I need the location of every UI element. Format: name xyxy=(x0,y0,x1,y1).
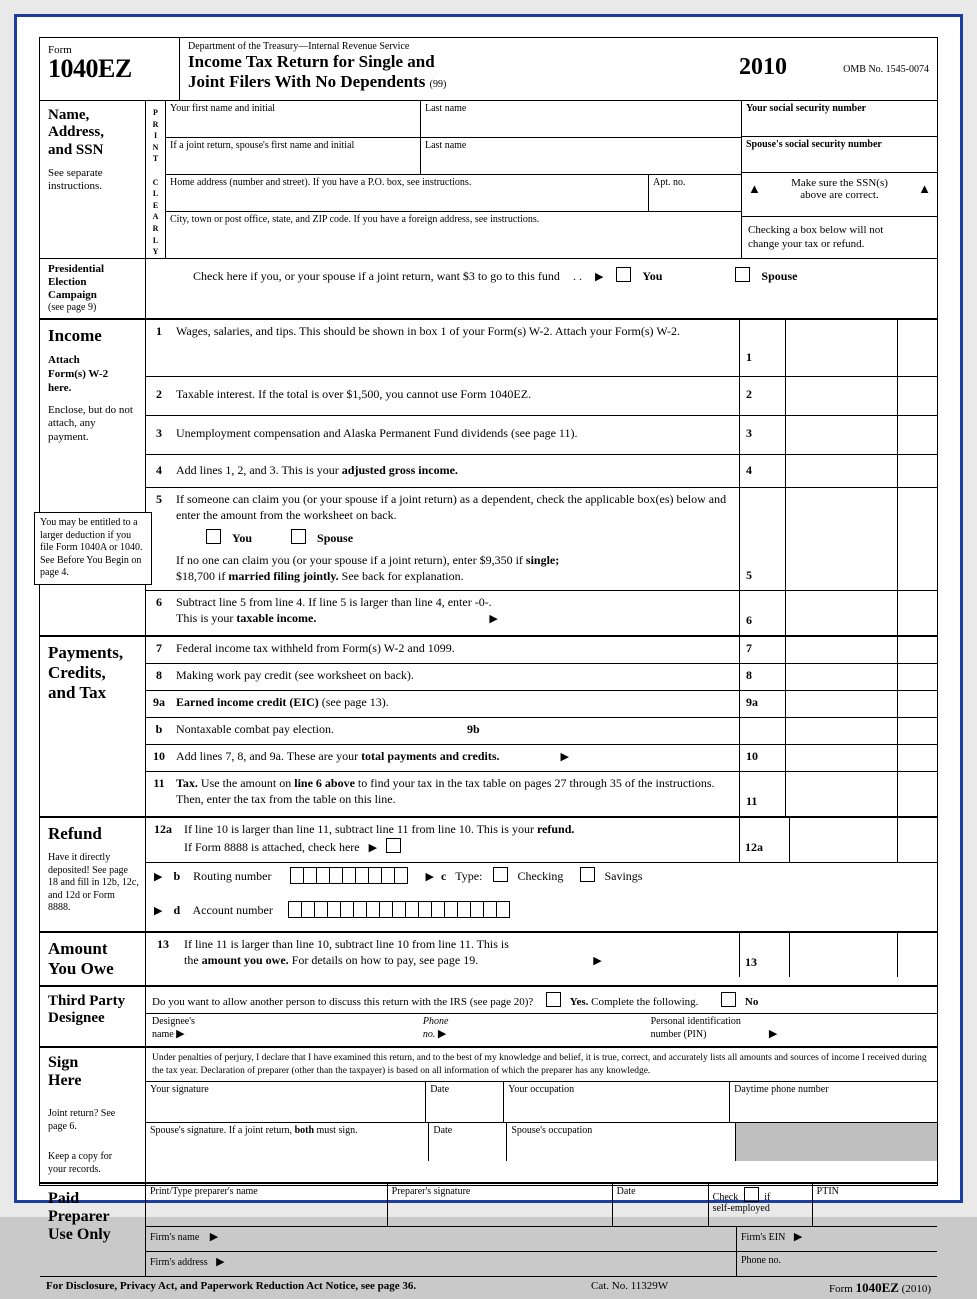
check-label: Check xyxy=(712,1192,739,1204)
firms-name-field[interactable] xyxy=(146,1227,737,1251)
arrow-right-icon: ▶ xyxy=(209,1231,219,1244)
see-separate-instructions: See separate instructions. xyxy=(48,166,103,192)
line-1-ref: 1 xyxy=(739,320,785,376)
line-5-tail-l2: $18,700 if married filing jointly. See back for explanation. xyxy=(176,568,464,583)
paid-heading-l1: Paid xyxy=(48,1190,80,1208)
line-9b-amount[interactable] xyxy=(785,718,897,744)
line-12a-l1: If line 10 is larger than line 11, subtract line 11 from line 10. This is your refund. xyxy=(184,822,575,837)
line-12a-8888-text: If Form 8888 is attached, check here xyxy=(184,839,360,854)
tax-form-1040ez xyxy=(39,37,938,1296)
line-13-cents[interactable] xyxy=(897,933,937,977)
designee-name-field[interactable] xyxy=(146,1014,417,1046)
ptin-field[interactable]: PTIN xyxy=(816,1186,839,1198)
amount-owe-lines xyxy=(146,933,937,985)
income-line-2 xyxy=(146,377,937,416)
line-9b-text: Nontaxable combat pay election. xyxy=(176,722,334,737)
footer-year: (2010) xyxy=(901,1283,931,1296)
presidential-election-section xyxy=(40,259,937,321)
ssn-correct-note xyxy=(742,173,937,217)
designee-name-l2: name ▶ xyxy=(152,1028,185,1041)
sign-sidebar xyxy=(40,1048,146,1182)
third-party-yes-label: Yes. Complete the following. xyxy=(569,996,699,1009)
designee-pin-l2: number (PIN) ▶ xyxy=(650,1028,778,1041)
document-sheet xyxy=(23,23,954,1296)
line-5-text: If someone can claim you (or your spouse if a joint return) as a dependent, check the applicable box(es) below and enter the amount from the worksheet on back. xyxy=(176,492,727,522)
line-13-l1: If line 11 is larger than line 10, subtract line 10 from line 11. This is xyxy=(184,937,509,952)
line-2-ref: 2 xyxy=(739,377,785,415)
savings-checkbox[interactable] xyxy=(580,867,595,882)
paid-preparer-body xyxy=(146,1184,937,1276)
line-9b-cents[interactable] xyxy=(897,718,937,744)
home-address-field[interactable]: Home address (number and street). If you have a P.O. box, see instructions. xyxy=(166,175,649,211)
line-1-cents[interactable] xyxy=(897,320,937,376)
line-2-text: Taxable interest. If the total is over $1,500, you cannot use Form 1040EZ. xyxy=(176,387,532,402)
line-4-cents[interactable] xyxy=(897,455,937,487)
amount-owe-line-13 xyxy=(146,933,937,977)
line-6-text-l2: This is your taxable income. ▶ xyxy=(176,610,498,625)
line-12a-l2 xyxy=(184,838,735,856)
attach-w2-l1: Attach xyxy=(48,354,80,367)
spouse-last-name-field[interactable]: Last name xyxy=(425,140,467,151)
amount-owe-sidebar xyxy=(40,933,146,985)
designee-phone-field[interactable] xyxy=(417,1014,645,1046)
payments-heading-l1: Payments, xyxy=(48,643,124,663)
line-9b-text-wrap xyxy=(172,718,739,744)
enclose-payment-note: Enclose, but do not attach, any payment. xyxy=(48,403,133,444)
line-11-cents[interactable] xyxy=(897,772,937,816)
checking-note-line1: Checking a box below will not xyxy=(748,224,884,236)
line-8-ref: 8 xyxy=(739,664,785,690)
spouse-ssn-field[interactable]: Spouse's social security number xyxy=(742,137,937,173)
firms-name-label: Firm's name xyxy=(150,1232,200,1244)
refund-note: Have it directly deposited! See page 18 and fill in 12b, 12c, and 12d or Form 8888. xyxy=(48,852,139,914)
line-9a-cents[interactable] xyxy=(897,691,937,717)
third-party-question-row xyxy=(146,987,937,1014)
line-2-number: 2 xyxy=(156,387,162,402)
line-5-checkboxes xyxy=(206,529,735,547)
sign-body xyxy=(146,1048,937,1182)
omb-number: OMB No. 1545-0074 xyxy=(843,64,929,75)
triangle-right-icon: ▲ xyxy=(918,181,931,196)
your-signature-field[interactable]: Your signature xyxy=(146,1082,426,1122)
third-party-sidebar xyxy=(40,987,146,1046)
keep-note-l2: your records. xyxy=(48,1163,101,1175)
payments-line-7 xyxy=(146,637,937,664)
line-9a-amount[interactable] xyxy=(785,691,897,717)
line-11-amount[interactable] xyxy=(785,772,897,816)
line-13-amount[interactable] xyxy=(789,933,897,977)
line-7-number: 7 xyxy=(156,641,162,656)
name-heading-l2: Address, xyxy=(48,124,104,141)
name-heading-l3: and SSN xyxy=(48,141,104,158)
line-8-text: Making work pay credit (see worksheet on back). xyxy=(176,668,414,683)
firms-ein-field[interactable] xyxy=(737,1227,937,1251)
line-13-text-block xyxy=(180,933,739,977)
payments-line-9b xyxy=(146,718,937,745)
line-12a-number: 12a xyxy=(154,822,172,837)
make-sure-line2: above are correct. xyxy=(800,189,879,201)
third-party-heading-l2: Designee xyxy=(48,1010,105,1027)
form-header xyxy=(40,38,937,101)
line-5-you-label: You xyxy=(232,531,253,546)
attach-w2-l2: Form(s) W-2 xyxy=(48,368,109,381)
home-address-row xyxy=(166,175,741,212)
sign-heading-l2: Here xyxy=(48,1072,82,1090)
income-line-6 xyxy=(146,591,937,635)
preparer-signature-field[interactable]: Preparer's signature xyxy=(388,1184,613,1226)
line-10-cents[interactable] xyxy=(897,745,937,771)
last-name-field[interactable]: Last name xyxy=(425,103,467,114)
line-5-amount[interactable] xyxy=(785,488,897,590)
line-5-spouse-checkbox[interactable] xyxy=(291,529,306,544)
designee-name-l1: Designee's xyxy=(152,1016,195,1028)
joint-note-l1: Joint return? See xyxy=(48,1108,116,1120)
triangle-left-icon: ▲ xyxy=(748,181,761,196)
ssn-column xyxy=(741,101,937,258)
form-footer xyxy=(40,1277,937,1299)
city-state-zip-field[interactable]: City, town or post office, state, and ZIP code. If you have a foreign address, see instructions. xyxy=(170,214,540,225)
cat-no: Cat. No. 11329W xyxy=(591,1280,669,1293)
refund-sidebar xyxy=(40,818,146,931)
preparer-print-name-field[interactable]: Print/Type preparer's name xyxy=(146,1184,388,1226)
payments-lines xyxy=(146,637,937,816)
self-employed-label: self-employed xyxy=(712,1203,770,1215)
disclosure-notice: For Disclosure, Privacy Act, and Paperwork Reduction Act Notice, see page 36. xyxy=(46,1280,417,1293)
line-13-number: 13 xyxy=(157,937,169,952)
name-section-label xyxy=(40,101,146,258)
checking-note-line2: change your tax or refund. xyxy=(748,238,865,251)
apt-no-field[interactable]: Apt. no. xyxy=(653,177,686,188)
refund-account-row xyxy=(146,897,937,931)
presidential-you-checkbox[interactable] xyxy=(616,267,631,282)
income-sidebar xyxy=(40,320,146,635)
paid-preparer-section xyxy=(40,1184,937,1277)
letter-c: c xyxy=(440,869,447,884)
perjury-statement: Under penalties of perjury, I declare that I have examined this return, and to the best of my knowledge and belief, it is true, correct, and accurately lists all amounts and sources of income I received during the tax year. Declaration of preparer (other than the taxpayer) is based on all information of which the preparer has any knowledge. xyxy=(146,1048,937,1082)
line-5-cents[interactable] xyxy=(897,488,937,590)
preparer-date-field[interactable]: Date xyxy=(613,1184,709,1226)
spouse-date-field[interactable]: Date xyxy=(429,1123,507,1161)
line-1-text: Wages, salaries, and tips. This should be shown in box 1 of your Form(s) W-2. Attach your Form(s) W-2. xyxy=(176,324,680,339)
payments-line-10 xyxy=(146,745,937,772)
joint-return-note xyxy=(48,1108,139,1133)
refund-heading: Refund xyxy=(48,824,102,844)
line-6-text-block xyxy=(172,591,739,635)
line-4-amount[interactable] xyxy=(785,455,897,487)
account-number-label: Account number xyxy=(192,903,273,918)
name-heading-l1: Name, xyxy=(48,107,90,123)
arrow-right-icon: ▶ xyxy=(594,270,604,283)
account-number-input[interactable] xyxy=(288,901,510,918)
presidential-text: Check here if you, or your spouse if a joint return, want $3 to go to this fund xyxy=(193,268,560,283)
third-party-fields-row xyxy=(146,1014,937,1046)
line-3-text: Unemployment compensation and Alaska Permanent Fund dividends (see page 11). xyxy=(176,426,578,441)
presidential-spouse-label: Spouse xyxy=(761,268,798,283)
paid-heading-l3: Use Only xyxy=(48,1226,111,1244)
line-1-number: 1 xyxy=(156,324,162,339)
line-6-cents[interactable] xyxy=(897,591,937,635)
account-row-content xyxy=(146,897,937,931)
line-12a-amount[interactable] xyxy=(789,818,897,862)
make-sure-line1: Make sure the SSN(s) xyxy=(791,177,888,189)
checking-checkbox[interactable] xyxy=(493,867,508,882)
name-fields xyxy=(166,101,741,258)
line-11-number: 11 xyxy=(153,776,165,791)
name-address-ssn-section xyxy=(40,101,937,259)
amount-owe-heading-l1: Amount xyxy=(48,939,108,959)
presidential-you-label: You xyxy=(642,268,663,283)
tax-year: 2010 xyxy=(739,54,787,80)
attach-w2-note xyxy=(48,354,139,395)
first-name-field[interactable]: Your first name and initial xyxy=(166,101,421,137)
form-8888-checkbox[interactable] xyxy=(386,838,401,853)
form-number-block xyxy=(40,38,180,100)
arrow-right-icon: ▶ xyxy=(437,1028,447,1041)
form-number: 1040EZ xyxy=(48,54,132,83)
refund-line-12a xyxy=(146,818,937,863)
line-3-amount[interactable] xyxy=(785,416,897,454)
income-line-3 xyxy=(146,416,937,455)
third-party-question: Do you want to allow another person to discuss this return with the IRS (see page 20)? xyxy=(152,996,534,1009)
routing-row-content xyxy=(146,863,937,897)
spouse-signature-field[interactable]: Spouse's signature. If a joint return, both must sign. xyxy=(146,1123,429,1161)
sign-here-section xyxy=(40,1048,937,1184)
arrow-right-icon: ▶ xyxy=(768,1028,778,1041)
line-5-ref: 5 xyxy=(739,488,785,590)
arrow-right-icon: ▶ xyxy=(216,1256,225,1269)
line-5-tail-l1: If no one can claim you (or your spouse if a joint return), enter $9,350 if single; xyxy=(176,553,560,568)
paid-heading-l2: Preparer xyxy=(48,1208,110,1226)
form-label: Form xyxy=(48,44,72,56)
line-12a-ref: 12a xyxy=(739,818,789,862)
footer-form-label: Form xyxy=(828,1283,853,1296)
form-title-line2-wrap xyxy=(188,72,929,92)
income-heading: Income xyxy=(48,326,102,346)
line-9a-number: 9a xyxy=(153,695,165,710)
spouse-first-name-field[interactable]: If a joint return, spouse's first name and initial xyxy=(166,138,421,174)
line-8-number: 8 xyxy=(156,668,162,683)
line-10-number: 10 xyxy=(153,749,165,764)
payments-line-8 xyxy=(146,664,937,691)
presidential-check-row xyxy=(146,259,937,319)
line-2-cents[interactable] xyxy=(897,377,937,415)
line-11-ref: 11 xyxy=(739,772,785,816)
presidential-note: (see page 9) xyxy=(48,302,97,314)
line-7-amount[interactable] xyxy=(785,637,897,663)
spouse-signature-row xyxy=(146,1123,937,1161)
presidential-spouse-checkbox[interactable] xyxy=(735,267,750,282)
third-party-body xyxy=(146,987,937,1046)
line-7-cents[interactable] xyxy=(897,637,937,663)
footer-form-number: 1040EZ xyxy=(855,1280,899,1296)
type-label: Type: xyxy=(455,869,483,884)
line-6-text-l1: Subtract line 5 from line 4. If line 5 is larger than line 4, enter -0-. xyxy=(176,595,492,610)
line-3-ref: 3 xyxy=(739,416,785,454)
line-5-spouse-label: Spouse xyxy=(317,531,354,546)
line-4-ref: 4 xyxy=(739,455,785,487)
document-frame xyxy=(14,14,963,1296)
line-9b-ref: 9b xyxy=(466,722,480,737)
preparer-top-row xyxy=(146,1184,937,1227)
line-13-ref: 13 xyxy=(739,933,789,977)
keep-copy-note xyxy=(48,1151,139,1176)
line-11-text: Tax. Use the amount on line 6 above to find your tax in the tax table on pages 27 through 35 of the instructions. Then, enter the tax from the table on this line. xyxy=(176,776,715,806)
line-10-text: Add lines 7, 8, and 9a. These are your total payments and credits. ▶ xyxy=(176,749,569,764)
arrow-right-icon: ▶ xyxy=(154,871,163,884)
presidential-l2: Election xyxy=(48,275,87,288)
form-title-line1: Income Tax Return for Single and xyxy=(188,52,435,71)
firm-name-row xyxy=(146,1227,937,1252)
arrow-right-icon: ▶ xyxy=(793,1231,803,1244)
your-occupation-field[interactable]: Your occupation xyxy=(504,1082,730,1122)
keep-note-l1: Keep a copy for xyxy=(48,1151,113,1163)
department-label: Department of the Treasury—Internal Revenue Service xyxy=(188,41,410,52)
income-line-1 xyxy=(146,320,937,377)
designee-phone-l1: Phone xyxy=(422,1016,449,1028)
payments-heading-l2: Credits, xyxy=(48,663,106,683)
firm-address-row xyxy=(146,1252,937,1276)
third-party-no-checkbox[interactable] xyxy=(721,992,736,1007)
line-12a-text-block xyxy=(180,818,739,862)
self-employed-check[interactable] xyxy=(709,1184,813,1226)
refund-section xyxy=(40,818,937,933)
payments-line-9a xyxy=(146,691,937,718)
line-10-amount[interactable] xyxy=(785,745,897,771)
payments-heading-l3: and Tax xyxy=(48,683,107,703)
third-party-designee-section xyxy=(40,987,937,1048)
designee-phone-l2: no. ▶ xyxy=(422,1028,447,1041)
line-3-number: 3 xyxy=(156,426,162,441)
designee-pin-field[interactable] xyxy=(645,1014,937,1046)
line-3-cents[interactable] xyxy=(897,416,937,454)
form-title-line2: Joint Filers With No Dependents xyxy=(188,71,426,91)
income-line-5 xyxy=(146,488,937,591)
city-state-zip-row xyxy=(166,212,741,252)
refund-lines xyxy=(146,818,937,931)
daytime-phone-field[interactable]: Daytime phone number xyxy=(734,1083,829,1095)
payments-credits-tax-section xyxy=(40,637,937,818)
print-clearly-sidebar: P R I N T C L E A R L Y xyxy=(146,101,166,258)
arrow-right-icon: ▶ xyxy=(368,841,378,854)
paid-preparer-sidebar xyxy=(40,1184,146,1276)
line-10-ref: 10 xyxy=(739,745,785,771)
amount-owe-heading-l2: You Owe xyxy=(48,959,114,979)
spouse-occupation-field[interactable]: Spouse's occupation xyxy=(507,1123,735,1161)
designee-pin-l1: Personal identification xyxy=(650,1016,741,1028)
checking-box-note xyxy=(742,217,937,258)
checking-label: Checking xyxy=(517,869,564,884)
firms-ein-label: Firm's EIN xyxy=(741,1232,786,1244)
amount-you-owe-section xyxy=(40,933,937,987)
line-8-amount[interactable] xyxy=(785,664,897,690)
line-2-amount[interactable] xyxy=(785,377,897,415)
self-employed-checkbox[interactable] xyxy=(744,1187,759,1202)
line-9a-ref: 9a xyxy=(739,691,785,717)
line-6-number: 6 xyxy=(156,595,162,610)
income-section xyxy=(40,320,937,637)
presidential-l1: Presidential xyxy=(48,262,105,275)
line-5-you-checkbox[interactable] xyxy=(206,529,221,544)
income-line-4 xyxy=(146,455,937,488)
firms-address-label: Firm's address xyxy=(150,1257,208,1269)
arrow-right-icon: ▶ xyxy=(593,954,602,967)
form-title-block xyxy=(180,38,937,100)
first-name-row xyxy=(166,101,741,138)
line-7-ref: 7 xyxy=(739,637,785,663)
third-party-yes-checkbox[interactable] xyxy=(546,992,561,1007)
line-4-text: Add lines 1, 2, and 3. This is your adjusted gross income. xyxy=(176,463,458,478)
third-party-heading-l1: Third Party xyxy=(48,993,126,1010)
third-party-no-label: No xyxy=(744,996,759,1009)
your-signature-row xyxy=(146,1082,937,1123)
line-8-cents[interactable] xyxy=(897,664,937,690)
line-5-text-block xyxy=(172,488,739,590)
shaded-cell xyxy=(736,1123,937,1161)
line-9b-spacer xyxy=(739,718,785,744)
line-4-number: 4 xyxy=(156,463,162,478)
presidential-l3: Campaign xyxy=(48,289,97,302)
phone-no-field[interactable]: Phone no. xyxy=(741,1255,781,1267)
arrow-right-icon: ▶ xyxy=(176,1028,185,1041)
joint-note-l2: page 6. xyxy=(48,1120,77,1132)
routing-number-label: Routing number xyxy=(193,869,272,884)
line-6-ref: 6 xyxy=(739,591,785,635)
your-ssn-field[interactable]: Your social security number xyxy=(742,101,937,137)
arrow-right-icon: ▶ xyxy=(425,871,434,884)
line-7-text: Federal income tax withheld from Form(s) W-2 and 1099. xyxy=(176,641,455,656)
presidential-label xyxy=(40,259,146,319)
arrow-right-icon: ▶ xyxy=(560,751,569,764)
line-9b-number: b xyxy=(155,722,163,737)
deduction-tip-box: You may be entitled to a larger deduction if you file Form 1040A or 1040. See Before You Begin on page 4. xyxy=(34,512,152,585)
savings-label: Savings xyxy=(604,869,643,884)
attach-w2-l3: here. xyxy=(48,381,72,394)
income-lines xyxy=(146,320,937,635)
signature-date-field[interactable]: Date xyxy=(426,1082,504,1122)
routing-number-input[interactable] xyxy=(290,867,408,884)
firms-address-field[interactable] xyxy=(146,1252,737,1276)
payments-sidebar xyxy=(40,637,146,816)
arrow-right-icon: ▶ xyxy=(489,612,498,625)
if-label: if xyxy=(764,1192,771,1204)
form-title-99: (99) xyxy=(429,78,447,90)
letter-d: d xyxy=(173,903,181,918)
footer-form-id xyxy=(761,1280,931,1296)
presidential-dots: . . xyxy=(572,268,582,283)
line-1-amount[interactable] xyxy=(785,320,897,376)
line-13-l2: the amount you owe. For details on how to pay, see page 19. ▶ xyxy=(184,952,602,967)
line-6-amount[interactable] xyxy=(785,591,897,635)
line-5-number: 5 xyxy=(156,492,162,507)
refund-routing-row xyxy=(146,863,937,897)
arrow-right-icon: ▶ xyxy=(154,905,163,918)
spouse-name-row xyxy=(166,138,741,175)
sign-heading-l1: Sign xyxy=(48,1054,79,1072)
line-9a-text: Earned income credit (EIC) (see page 13). xyxy=(176,695,389,710)
line-12a-cents[interactable] xyxy=(897,818,937,862)
letter-b: b xyxy=(173,869,181,884)
payments-line-11 xyxy=(146,772,937,816)
